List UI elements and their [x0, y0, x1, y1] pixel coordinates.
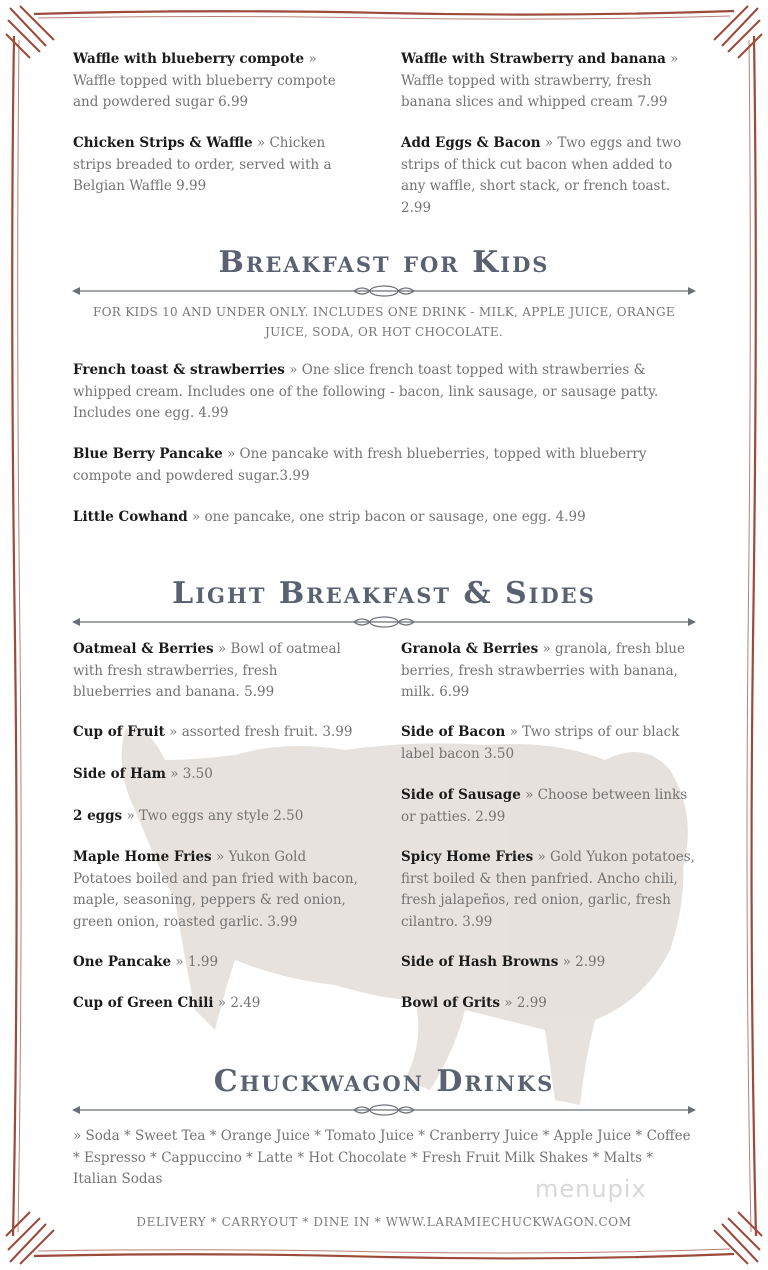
menu-item-side-of-sausage: [401, 785, 695, 828]
item-description: » granola, fresh blue berries, fresh strawberries with banana, milk. 6.99: [401, 641, 685, 700]
ornament-divider: [72, 284, 696, 298]
ornament-divider: [72, 1103, 696, 1117]
item-description: » Waffle topped with blueberry compote and powdered sugar 6.99: [73, 51, 336, 110]
item-name: Waffle with blueberry compote: [73, 51, 305, 67]
item-description: » Bowl of oatmeal with fresh strawberries, fresh blueberries and banana. 5.99: [73, 641, 341, 700]
item-description: » 2.99: [499, 995, 547, 1011]
menu-item-chicken-waffle: [73, 133, 363, 198]
item-name: Side of Bacon: [401, 724, 506, 740]
item-description: » 3.50: [165, 766, 213, 782]
item-name: Side of Ham: [73, 766, 166, 782]
item-description: » Chicken strips breaded to order, served with a Belgian Waffle 9.99: [73, 135, 332, 194]
menu-item-side-of-bacon: [401, 722, 695, 765]
menu-item-oatmeal-berries: [73, 639, 358, 704]
menu-item-bowl-of-grits: [401, 993, 695, 1015]
item-name: Blue Berry Pancake: [73, 446, 223, 462]
item-name: Cup of Fruit: [73, 724, 165, 740]
item-description: » Choose between links or patties. 2.99: [401, 787, 688, 825]
section-title-light: Light Breakfast & Sides: [172, 576, 596, 611]
item-description: » 1.99: [171, 954, 219, 970]
menu-item-kids-little-cowhand: [73, 507, 695, 529]
drinks-list: » Soda * Sweet Tea * Orange Juice * Tomato Juice * Cranberry Juice * Apple Juice * Coffee * Espresso * Cappuccino * Latte * Hot Chocolate * Fresh Fruit Milk Shakes * Malts * Italian Sodas: [73, 1128, 691, 1187]
item-name: Side of Sausage: [401, 787, 521, 803]
item-description: » Two eggs and two strips of thick cut bacon when added to any waffle, short stack, or french toast. 2.99: [401, 135, 682, 216]
menu-item-waffle-strawberry: [401, 49, 695, 114]
item-name: Oatmeal & Berries: [73, 641, 214, 657]
menu-item-cup-of-fruit: [73, 722, 358, 744]
item-name: One Pancake: [73, 954, 172, 970]
section-title-drinks: Chuckwagon Drinks: [213, 1064, 555, 1099]
footer-links: DELIVERY * CARRYOUT * DINE IN * WWW.LARAMIECHUCKWAGON.COM: [136, 1215, 632, 1229]
item-name: Maple Home Fries: [73, 849, 212, 865]
item-name: Little Cowhand: [73, 509, 188, 525]
item-name: Cup of Green Chili: [73, 995, 214, 1011]
item-description: » one pancake, one strip bacon or sausage, one egg. 4.99: [187, 509, 586, 525]
item-description: » 2.99: [558, 954, 606, 970]
item-description: » One pancake with fresh blueberries, topped with blueberry compote and powdered sugar.3.99: [73, 446, 647, 484]
ornament-divider: [72, 615, 696, 629]
item-description: » assorted fresh fruit. 3.99: [164, 724, 353, 740]
menu-item-kids-french-toast: [73, 360, 695, 425]
menu-item-side-hash-browns: [401, 952, 695, 974]
item-name: Bowl of Grits: [401, 995, 500, 1011]
item-name: Waffle with Strawberry and banana: [401, 51, 666, 67]
item-name: Chicken Strips & Waffle: [73, 135, 253, 151]
item-name: Granola & Berries: [401, 641, 539, 657]
item-description: » Yukon Gold Potatoes boiled and pan fried with bacon, maple, seasoning, peppers & red onion, green onion, roasted garlic. 3.99: [73, 849, 358, 930]
item-description: » Two strips of our black label bacon 3.50: [401, 724, 680, 762]
menu-item-waffle-blueberry: [73, 49, 363, 114]
item-name: 2 eggs: [73, 808, 123, 824]
menu-item-add-eggs-bacon: [401, 133, 695, 219]
menu-item-kids-blueberry-pancake: [73, 444, 695, 487]
item-description: » Waffle topped with strawberry, fresh banana slices and whipped cream 7.99: [401, 51, 679, 110]
item-name: Add Eggs & Bacon: [401, 135, 541, 151]
item-description: » 2.49: [213, 995, 261, 1011]
menu-item-granola-berries: [401, 639, 695, 704]
item-name: Side of Hash Browns: [401, 954, 559, 970]
menu-item-cup-green-chili: [73, 993, 358, 1015]
menu-item-one-pancake: [73, 952, 358, 974]
kids-note: FOR KIDS 10 AND UNDER ONLY. INCLUDES ONE DRINK - MILK, APPLE JUICE, ORANGE JUICE, SODA, OR HOT CHOCOLATE.: [93, 305, 675, 339]
menu-item-spicy-home-fries: [401, 847, 695, 933]
item-description: » Gold Yukon potatoes, first boiled & then panfried. Ancho chili, fresh jalapeños, red onion, garlic, fresh cilantro. 3.99: [401, 849, 695, 930]
item-description: » Two eggs any style 2.50: [122, 808, 304, 824]
item-name: Spicy Home Fries: [401, 849, 534, 865]
item-description: » One slice french toast topped with strawberries & whipped cream. Includes one of the following - bacon, link sausage, or sausage patty. Includes one egg. 4.99: [73, 362, 659, 421]
menu-item-side-of-ham: [73, 764, 358, 786]
menu-item-maple-home-fries: [73, 847, 358, 933]
section-title-kids: Breakfast for Kids: [218, 245, 550, 280]
item-name: French toast & strawberries: [73, 362, 285, 378]
menu-item-2-eggs: [73, 806, 358, 828]
menupix-watermark: menupix: [535, 1175, 647, 1203]
